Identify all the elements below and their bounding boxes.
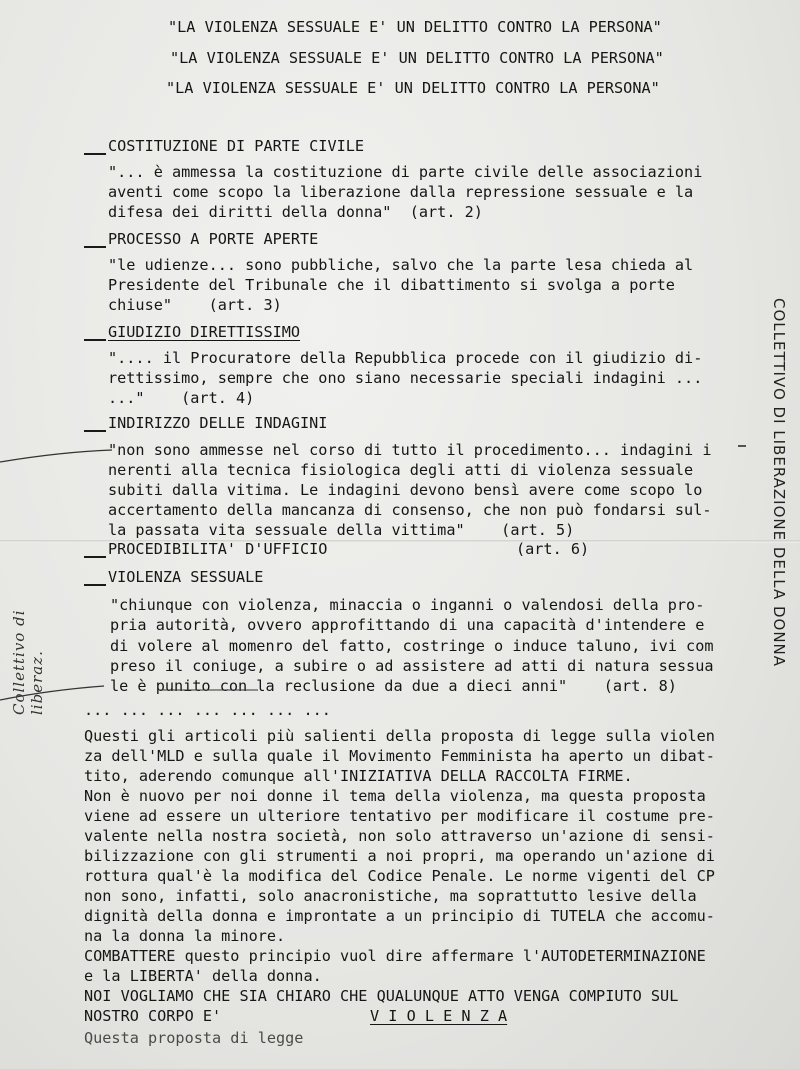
section-text-line: ..." (art. 4): [108, 389, 255, 407]
section-heading: INDIRIZZO DELLE INDAGINI: [108, 414, 328, 432]
body-line: NOI VOGLIAMO CHE SIA CHIARO CHE QUALUNQUE ATTO VENGA COMPIUTO SUL: [84, 987, 679, 1005]
title-line-1: "LA VIOLENZA SESSUALE E' UN DELITTO CONTRO LA PERSONA": [168, 18, 662, 36]
section-text-line: Presidente del Tribunale che il dibattimento si svolga a porte: [108, 276, 675, 294]
body-line: Non è nuovo per noi donne il tema della violenza, ma questa proposta: [84, 787, 706, 805]
section-heading: GIUDIZIO DIRETTISSIMO: [108, 323, 301, 341]
article-ref: (art. 6): [516, 540, 590, 558]
section-heading: COSTITUZIONE DI PARTE CIVILE: [108, 137, 365, 155]
body-line: NOSTRO CORPO E': [84, 1007, 222, 1025]
section-text-line: subiti dalla vitima. Le indagini devono bensì avere come scopo lo: [108, 481, 703, 499]
body-line: za dell'MLD e sulla quale il Movimento Femminista ha aperto un dibat-: [84, 747, 715, 765]
section-text-line: preso il coniuge, a subire o ad assistere ad atti di natura sessua: [110, 657, 714, 675]
section-text-line: "non sono ammesse nel corso di tutto il procedimento... indagini i: [108, 441, 712, 459]
body-line: viene ad essere un ulteriore tentativo per modificare il costume pre-: [84, 807, 715, 825]
body-line: COMBATTERE questo principio vuol dire affermare l'AUTODETERMINAZIONE: [84, 947, 706, 965]
section-text-line: "le udienze... sono pubbliche, salvo che la parte lesa chieda al: [108, 256, 694, 274]
section-heading: VIOLENZA SESSUALE: [108, 568, 264, 586]
body-tail-line: Questa proposta di legge: [84, 1029, 304, 1047]
body-line: rottura qual'è la modifica del Codice Penale. Le norme vigenti del CP: [84, 867, 715, 885]
section-heading: PROCEDIBILITA' D'UFFICIO: [108, 540, 328, 558]
body-line: dignità della donna e improntate a un principio di TUTELA che accomu-: [84, 907, 715, 925]
emphasis-violenza: V I O L E N Z A: [370, 1007, 508, 1025]
section-text-line: di volere al momenro del fatto, costringe o induce taluno, ivi com: [110, 637, 714, 655]
ellipsis-divider: ... ... ... ... ... ... ...: [84, 701, 331, 719]
section-heading: PROCESSO A PORTE APERTE: [108, 230, 319, 248]
section-text-line: aventi come scopo la liberazione dalla repressione sessuale e la: [108, 183, 694, 201]
section-text-line: accertamento della mancanza di consenso, che non può fondarsi sul-: [108, 501, 712, 519]
title-line-3: "LA VIOLENZA SESSUALE E' UN DELITTO CONTRO LA PERSONA": [166, 79, 660, 97]
handwritten-note: Collettivo di liberaz.: [10, 609, 46, 715]
pen-stroke: [0, 686, 104, 700]
section-text-line: difesa dei diritti della donna" (art. 2): [108, 203, 483, 221]
section-text-line: pria autorità, ovvero approfittando di una capacità d'intendere e: [110, 616, 705, 634]
body-line: non sono, infatti, solo anacronistiche, ma soprattutto lesive della: [84, 887, 697, 905]
body-line: na la donna la minore.: [84, 927, 286, 945]
section-text-line: "chiunque con violenza, minaccia o inganni o valendosi della pro-: [110, 596, 705, 614]
section-text-line: rettissimo, sempre che ono siano necessarie speciali indagini ...: [108, 369, 703, 387]
section-text-line: nerenti alla tecnica fisiologica degli atti di violenza sessuale: [108, 461, 694, 479]
side-stamp: COLLETTIVO DI LIBERAZIONE DELLA DONNA: [770, 298, 788, 668]
section-text-line: chiuse" (art. 3): [108, 296, 282, 314]
body-line: tito, aderendo comunque all'INIZIATIVA DELLA RACCOLTA FIRME.: [84, 767, 633, 785]
body-line: bilizzazione con gli strumenti a noi propri, ma operando un'azione di: [84, 847, 715, 865]
body-line: Questi gli articoli più salienti della proposta di legge sulla violen: [84, 727, 715, 745]
section-text-line: le è punito con la reclusione da due a dieci anni" (art. 8): [110, 677, 677, 695]
body-line: e la LIBERTA' della donna.: [84, 967, 322, 985]
section-text-line: "... è ammessa la costituzione di parte civile delle associazioni: [108, 163, 703, 181]
pen-stroke: [0, 450, 112, 462]
body-line: valente nella nostra società, non solo attraverso un'azione di sensi-: [84, 827, 715, 845]
section-text-line: la passata vita sessuale della vittima" (art. 5): [108, 521, 575, 539]
title-line-2: "LA VIOLENZA SESSUALE E' UN DELITTO CONTRO LA PERSONA": [170, 49, 664, 67]
section-text-line: ".... il Procuratore della Repubblica procede con il giudizio di-: [108, 349, 703, 367]
